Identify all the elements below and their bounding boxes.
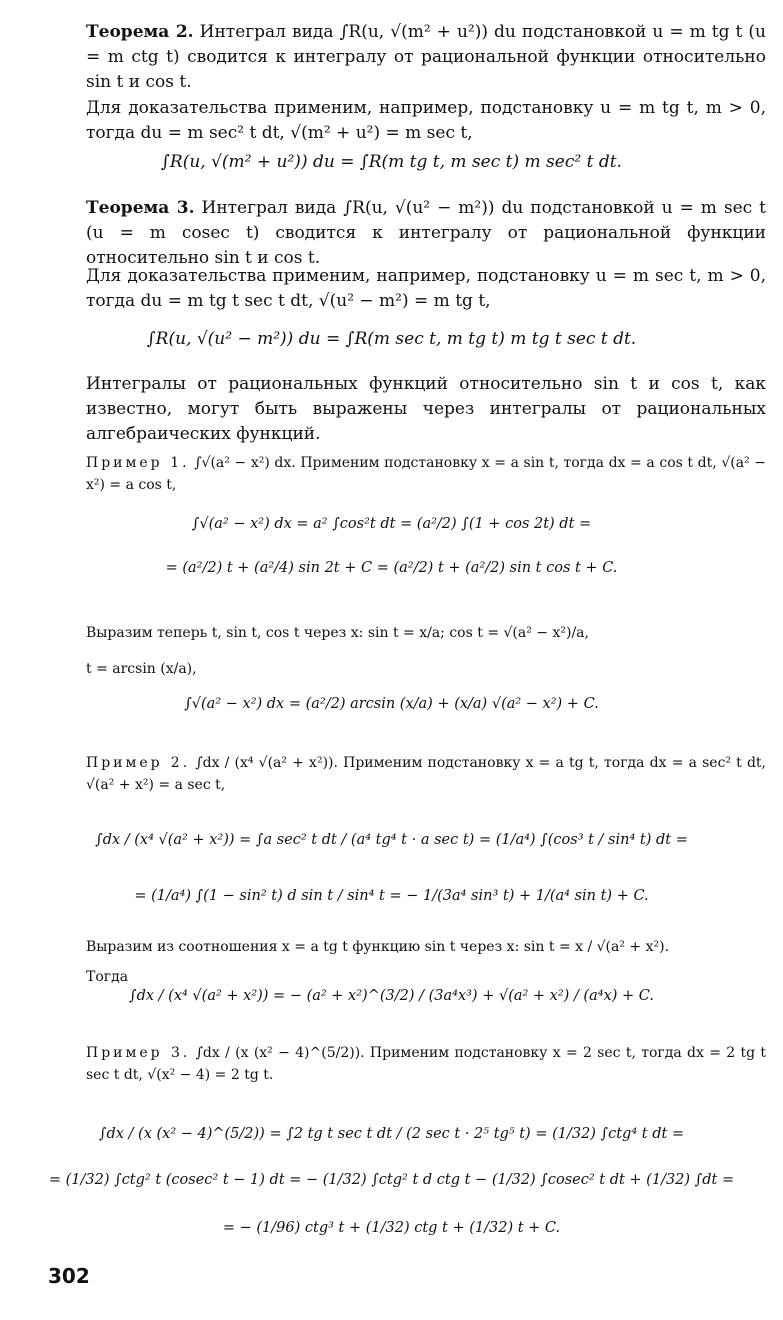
example-2-text: ∫dx / (x⁴ √(a² + x²)). Применим подстановку x = a tg t, тогда dx = a sec² t dt, √(a² + x²) = a sec t, [86,755,767,793]
example-3-line-3: = − (1/96) ctg³ t + (1/32) ctg t + (1/32) t + C. [222,1220,561,1236]
theorem-2-proof: Для доказательства применим, например, подстановку u = m tg t, m > 0, тогда du = m sec² t dt, √(m² + u²) = m sec t, [86,98,766,143]
example-2-label: Пример 2. [86,755,191,771]
theorem-2-label: Теорема 2. [86,22,194,42]
example-2-statement [86,752,766,796]
theorem-3-statement [86,196,766,271]
example-1-label: Пример 1. [86,455,190,471]
example-1-t-expression: t = arcsin (x/a), [86,661,197,677]
example-2-line-1: ∫dx / (x⁴ √(a² + x²)) = ∫a sec² t dt / (a⁴ tg⁴ t · a sec t) = (1/a⁴) ∫(cos³ t / sin⁴ t) dt = [95,832,688,848]
example-1-statement [86,452,766,496]
theorem-2-text: Интеграл вида ∫R(u, √(m² + u²)) du подстановкой u = m tg t (u = m ctg t) сводится к интегралу от рациональной функции относительно sin t и cos t. [86,22,766,92]
theorem-3-label: Теорема 3. [86,198,195,218]
example-3-line-2: = (1/32) ∫ctg² t (cosec² t − 1) dt = − (1/32) ∫ctg² t d ctg t − (1/32) ∫cosec² t dt + (1/32) ∫dt = [48,1172,735,1188]
example-1-line-1: ∫√(a² − x²) dx = a² ∫cos²t dt = (a²/2) ∫(1 + cos 2t) dt = [191,516,592,532]
example-3-label: Пример 3. [86,1045,191,1061]
theorem-3-formula: ∫R(u, √(u² − m²)) du = ∫R(m sec t, m tg t) m tg t sec t dt. [146,329,637,349]
example-2-express: Выразим из соотношения x = a tg t функцию sin t через x: sin t = x / √(a² + x²). [86,939,670,955]
example-2-then: Тогда [86,969,129,985]
page-number: 302 [48,1264,90,1288]
theorem-2-formula: ∫R(u, √(m² + u²)) du = ∫R(m tg t, m sec t) m sec² t dt. [161,152,622,172]
example-1-result: ∫√(a² − x²) dx = (a²/2) arcsin (x/a) + (x/a) √(a² − x²) + C. [184,696,599,712]
example-2-result: ∫dx / (x⁴ √(a² + x²)) = − (a² + x²)^(3/2) / (3a⁴x³) + √(a² + x²) / (a⁴x) + C. [129,988,654,1004]
example-3-line-1: ∫dx / (x (x² − 4)^(5/2)) = ∫2 tg t sec t dt / (2 sec t · 2⁵ tg⁵ t) = (1/32) ∫ctg⁴ t dt = [98,1126,685,1142]
example-3-statement [86,1042,766,1086]
theorem-3-text: Интеграл вида ∫R(u, √(u² − m²)) du подстановкой u = m sec t (u = m cosec t) сводится к интегралу от рациональной функции относительно sin t и cos t. [86,198,766,268]
example-1-line-2: = (a²/2) t + (a²/4) sin 2t + C = (a²/2) t + (a²/2) sin t cos t + C. [165,560,618,576]
example-2-line-2: = (1/a⁴) ∫(1 − sin² t) d sin t / sin⁴ t = − 1/(3a⁴ sin³ t) + 1/(a⁴ sin t) + C. [134,888,649,904]
theorem-3-proof: Для доказательства применим, например, подстановку u = m sec t, m > 0, тогда du = m tg t sec t dt, √(u² − m²) = m tg t, [86,266,766,311]
theorem-2-statement [86,20,766,95]
remark-paragraph: Интегралы от рациональных функций относительно sin t и cos t, как известно, могут быть выражены через интегралы от рациональных алгебраических функций. [86,374,766,444]
example-1-text: ∫√(a² − x²) dx. Применим подстановку x = a sin t, тогда dx = a cos t dt, √(a² − x²) = a cos t, [86,455,766,493]
example-3-text: ∫dx / (x (x² − 4)^(5/2)). Применим подстановку x = 2 sec t, тогда dx = 2 tg t sec t dt, √(x² − 4) = 2 tg t. [86,1045,766,1083]
example-1-express: Выразим теперь t, sin t, cos t через x: sin t = x/a; cos t = √(a² − x²)/a, [86,625,589,641]
